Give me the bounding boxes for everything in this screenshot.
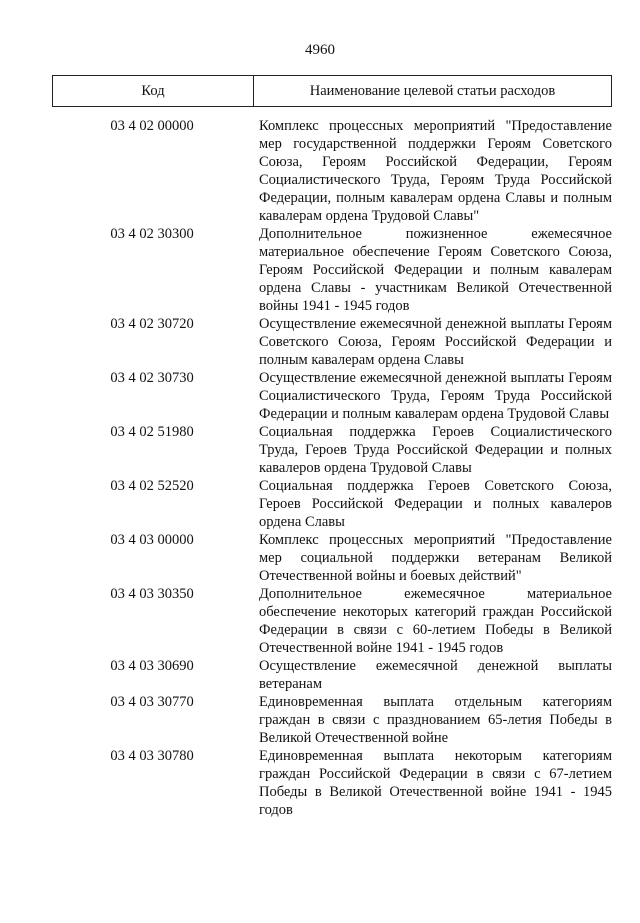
row-name: Осуществление ежемесячной денежной выплаты Героям Советского Союза, Героям Российской Федерации и полным кавалерам ордена Славы xyxy=(259,316,612,368)
table-row xyxy=(52,531,612,585)
row-code: 03 4 02 30730 xyxy=(110,370,194,386)
table-row xyxy=(52,369,612,423)
table-row xyxy=(52,477,612,531)
header-code: Код xyxy=(53,76,254,106)
row-code: 03 4 02 00000 xyxy=(110,118,194,134)
row-code: 03 4 03 30780 xyxy=(110,748,194,764)
row-code: 03 4 02 30300 xyxy=(110,226,194,242)
row-name: Социальная поддержка Героев Социалистического Труда, Героев Труда Российской Федерации и полных кавалеров ордена Трудовой Славы xyxy=(259,424,612,476)
row-code: 03 4 02 51980 xyxy=(110,424,194,440)
row-name: Дополнительное ежемесячное материальное обеспечение некоторых категорий граждан Российской Федерации в связи с 60-летием Победы в Великой Отечественной войне 1941 - 1945 годов xyxy=(259,586,612,656)
table-body xyxy=(52,117,612,819)
row-code: 03 4 03 30770 xyxy=(110,694,194,710)
header-name: Наименование целевой статьи расходов xyxy=(309,82,556,99)
table-row xyxy=(52,423,612,477)
row-name: Осуществление ежемесячной денежной выплаты ветеранам xyxy=(259,658,612,692)
row-name: Осуществление ежемесячной денежной выплаты Героям Социалистического Труда, Героям Труда Российской Федерации и полным кавалерам ордена Трудовой Славы xyxy=(259,370,612,422)
row-code: 03 4 03 30690 xyxy=(110,658,194,674)
row-code: 03 4 03 00000 xyxy=(110,532,194,548)
row-name: Социальная поддержка Героев Советского Союза, Героев Российской Федерации и полных кавалеров ордена Славы xyxy=(259,478,612,530)
table-row xyxy=(52,117,612,225)
table-header xyxy=(52,75,612,107)
row-name: Единовременная выплата отдельным категориям граждан в связи с празднованием 65-летия Победы в Великой Отечественной войне xyxy=(259,694,612,746)
row-code: 03 4 02 30720 xyxy=(110,316,194,332)
table-row xyxy=(52,657,612,693)
table-row xyxy=(52,585,612,657)
row-code: 03 4 02 52520 xyxy=(110,478,194,494)
row-name: Дополнительное пожизненное ежемесячное материальное обеспечение Героям Советского Союза, Героям Российской Федерации и полным кавалерам ордена Славы - участникам Великой Отечественной войны 1941 - 1945 годов xyxy=(259,226,612,314)
table-row xyxy=(52,225,612,315)
page-number: 4960 xyxy=(305,42,335,58)
row-name: Комплекс процессных мероприятий "Предоставление мер социальной поддержки ветеранам Великой Отечественной войны и боевых действий" xyxy=(259,532,612,584)
row-code: 03 4 03 30350 xyxy=(110,586,194,602)
table-row xyxy=(52,315,612,369)
row-name: Единовременная выплата некоторым категориям граждан Российской Федерации в связи с 67-летием Победы в Великой Отечественной войне 1941 - 1945 годов xyxy=(259,748,612,818)
table-row xyxy=(52,693,612,747)
row-name: Комплекс процессных мероприятий "Предоставление мер государственной поддержки Героям Советского Союза, Героям Российской Федерации, Героям Социалистического Труда, Героям Труда Российской Федерации, полным кавалерам ордена Славы и полным кавалерам ордена Трудовой Славы" xyxy=(259,118,612,224)
table-row xyxy=(52,747,612,819)
